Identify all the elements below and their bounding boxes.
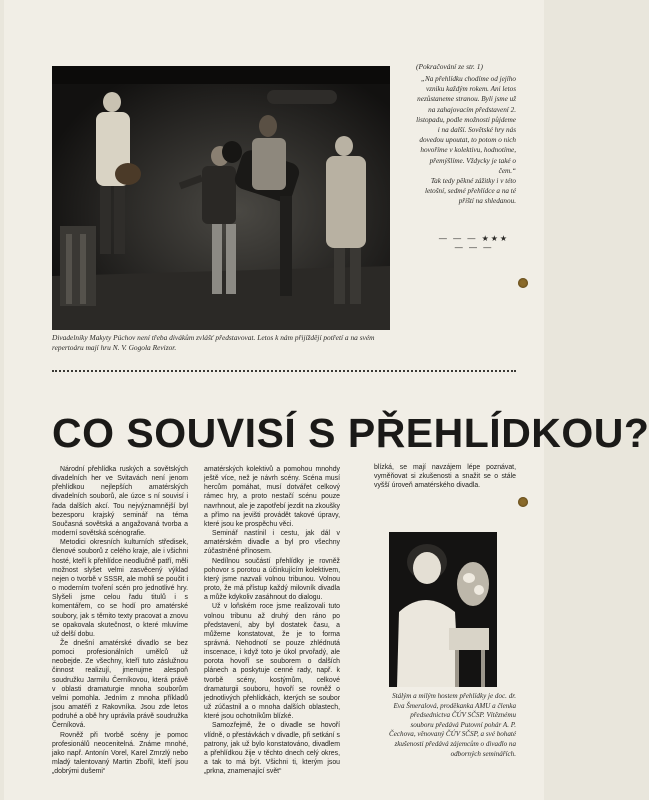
- article-paragraph: Že dnešní amatérské divadlo se bez pomoci profesionálních umělců už neobejde. Ze všechny, kteří tuto záslužnou činnost realizují, jmenujme alespoň soudružku Jarmilu Černíkovou, která právě v oblasti dramaturgie mnoha souborům velmi pomohla. Jedním z mnoha příkladů jsou amatéři z Rakovníka. Jsou zde letos podruhé a obě hry uprávila právě soudružka Černíková.: [52, 639, 188, 730]
- sidebar-paragraph: „Na přehlídku chodíme od jejího vzniku každým rokem. Ani letos nezůstaneme stranou. Byli jsme už na zahajovacím představení 2. listopadu, podle možnosti půjdeme i na další. Sovětské hry nás dovedou upoutat, to potom o nich hovoříme v kolektivu, hodnotíme, přemýšlíme. Vždycky je také o čem.“: [416, 75, 516, 175]
- article-paragraph: amatérských kolektivů a pomohou mnohdy ještě více, než je návrh scény. Scéna musí hercům pomáhat, musí dotvářet celkový rámec hry, a proto nestačí scénu pouze navrhnout, ale je zapotřebí jezdit na zkoušky a přímo na jevišti provádět takové úpravy, které jsou ke prospěchu věci.: [204, 466, 340, 528]
- article-paragraph: blízká, se mají navzájem lépe poznávat, vyměňovat si zkušenosti a snažit se o stále vyšší úroveň amatérského divadla.: [374, 464, 516, 490]
- binder-hole: [518, 497, 528, 507]
- portrait-photo: [389, 532, 497, 687]
- article-column-3: [374, 463, 516, 490]
- article-paragraph: Nedílnou součástí přehlídky je rovněž pohovor s porotou a účinkujícím kolektivem, který jsme nazvali volnou tribunou. Volnou proto, že má přístup každý milovník divadla a může kdykoliv zasáhnout do dialogu.: [204, 557, 340, 602]
- stage-photo: [52, 66, 390, 330]
- sidebar-paragraph: Tak tedy pěkné zážitky i v této letošní, sedmé přehlídce a na té příští na shledanou.: [424, 177, 516, 206]
- main-photo-caption: Divadelníky Makyty Púchov není třeba divákům zvlášť představovat. Letos k nám přijíždějí potřetí a na svém repertoáru mají hru N. V. Gogola Revizor.: [52, 333, 375, 352]
- star-separator: — — — ★★★ — — —: [438, 234, 510, 252]
- article-paragraph: Rovněž při tvorbě scény je pomoc profesionálů neocenitelná. Známe mnohé, jako např. Antonín Vorel, Karel Zmrzlý nebo mladý talentovaný Martin Zbořil, kteří jsou „dobrými dušemi“: [52, 731, 188, 776]
- article-column-2: [204, 465, 340, 776]
- dotted-divider: [52, 370, 516, 372]
- article-paragraph: Metodici okresních kulturních středisek, členové souborů z celého kraje, ale i všichni hosté, kteří k přehlídce neodlučně patří, měli možnost slyšet velmi zasvěcený výklad nejen o tvorbě v SSSR, ale mohli se poučit i o moderním tvoření scén pro jednotlivé hry. Slyšeli jsme celou řadu titulů i s komentářem, co se hodí pro amatérské soubory, jak s těmito texty pracovat a znovu se opakovala skutečnost, o které mluvíme už delší dobu.: [52, 539, 188, 638]
- article-paragraph: Seminář nastínil i cestu, jak dál v amatérském divadle a byl pro všechny zúčastněné přínosem.: [204, 530, 340, 556]
- binder-hole: [518, 278, 528, 288]
- portrait-photo-illustration: [389, 532, 497, 687]
- article-paragraph: Samozřejmě, že o divadle se hovoří vlídně, o přestávkách v divadle, při setkání s patrony, jak už bylo konstatováno, divadlem a přehlídkou žije v těchto dnech celý okres, a tak to má být. Všichni ti, kterým jsou „prkna, znamenající svět“: [204, 722, 340, 776]
- magazine-page: [4, 0, 649, 800]
- article-headline: CO SOUVISÍ S PŘEHLÍDKOU?: [52, 410, 649, 456]
- sidebar-quote: [416, 74, 516, 207]
- continued-note: (Pokračování ze str. 1): [416, 62, 483, 71]
- article-paragraph: Národní přehlídka ruských a sovětských divadelních her ve Svitavách není jenom přehlídkou nejlepších amatérských divadelních souborů, ale úzce s ní souvisí i řada dalších akcí. Tou nejvýznamnější byl bezesporu krajský seminář na téma Současná sovětská a angažovaná tvorba a moderní sovětská scénografie.: [52, 466, 188, 538]
- stage-photo-illustration: [52, 66, 390, 330]
- portrait-caption: Stálým a milým hostem přehlídky je doc. dr. Eva Šmeralová, proděkanka AMU a členka předsednictva ČÚV SČSP. Vítěznému souboru předává Putovní pohár A. P. Čechova, věnovaný ČÚV SČSP, a své bohaté zkušenosti předává zájemcům o divadlo na odborných seminářích.: [389, 692, 517, 758]
- article-paragraph: Už v loňském roce jsme realizovali tuto volnou tribunu až druhý den ráno po představení, aby byl dostatek času, a můžeme konstatovat, že je to forma správná. Nehodnotí se pouze zhlédnutá inscenace, i když toto je úkol prvořadý, ale porota hovoří se souborem o dalších plánech a poskytuje cenné rady, např. k tvorbě scény, kostýmům, celkové dramaturgii souboru, hovoří se rovněž o jednotlivých přehlídkách, kterých se soubor už zúčastnil a o mnoha dalších oblastech, které jsou ochotníkům blízké.: [204, 603, 340, 721]
- article-column-1: [52, 465, 188, 776]
